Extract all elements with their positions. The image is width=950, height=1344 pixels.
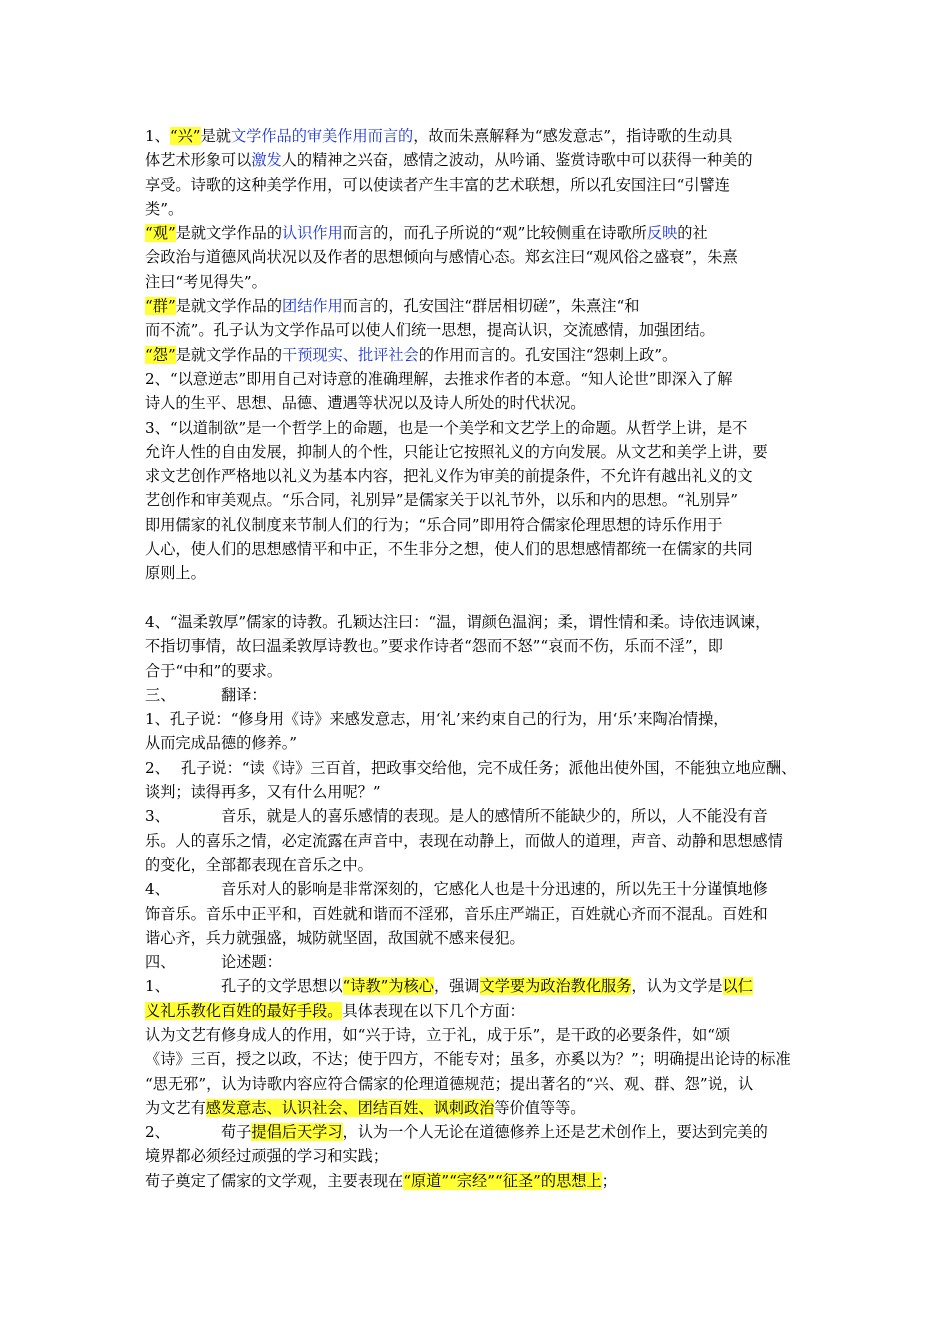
highlight: “观” [145,224,176,243]
blue-text: 干预现实、批评社会 [282,345,419,364]
text-line: 4、 音乐对人的影响是非常深刻的，它感化人也是十分迅速的，所以先王十分谨慎地修 [145,880,768,899]
text-line: 1、孔子说：“修身用《诗》来感发意志，用‘礼’来约束自己的行为，用‘乐’来陶冶情操， [145,710,729,729]
highlight: “原道”“宗经”“征圣”的思想上 [403,1171,602,1190]
text-line: 《诗》三百，授之以政，不达；使于四方，不能专对；虽多，亦奚以为？”；明确提出论诗的标准 [145,1050,791,1069]
highlight: 提倡后天学习 [251,1123,343,1142]
blue-text: 认识作用 [282,224,343,243]
blank-line [145,586,811,610]
text-line: 即用儒家的礼仪制度来节制人们的行为；“乐合同”即用符合儒家伦理思想的诗乐作用于 [145,515,723,534]
text-line: 3、 音乐，就是人的喜乐感情的表现。是人的感情所不能缺少的，所以，人不能没有音 [145,807,768,826]
highlight: 义礼乐教化百姓的最好手段。 [145,1001,343,1020]
text-line: 允许人性的自由发展，抑制人的个性，只能让它按照礼义的方向发展。从文艺和美学上讲，要 [145,442,768,461]
text-line: 4、“温柔敦厚”儒家的诗教。孔颖达注曰：“温，谓颜色温润；柔，谓性情和柔。诗依违讽谏， [145,612,771,631]
blue-text: 文学作品的审美作用而言的 [230,127,414,145]
highlight: 感发意志、认识社会、团结百姓、讽刺政治 [205,1098,495,1117]
text-line: 义礼乐教化百姓的最好手段。具体表现在以下几个方面： [145,1001,525,1020]
text-line: 求文艺创作严格地以礼义为基本内容，把礼义作为审美的前提条件，不允许有越出礼义的文 [145,467,753,486]
text-line: 1、 孔子的文学思想以“诗教”为核心，强调文学要为政治教化服务，认为文学是以仁 [145,977,753,996]
text-line: 2、“以意逆志”即用自己对诗意的准确理解，去推求作者的本意。“知人论世”即深入了解 [145,369,733,388]
text-line: 认为文艺有修身成人的作用，如“兴于诗，立于礼，成于乐”，是干政的必要条件，如“颂 [145,1025,731,1044]
text-line: 原则上。 [145,564,206,583]
text-line: “群”是就文学作品的团结作用而言的，孔安国注“群居相切磋”，朱熹注“和 [145,297,640,316]
highlight: “群” [145,297,176,316]
text-line: 注曰“考见得失”。 [145,272,267,291]
highlight: “兴” [169,127,201,145]
text-line: 人心，使人们的思想感情平和中正，不生非分之想，使人们的思想感情都统一在儒家的共同 [145,540,753,559]
text-line: 境界都必须经过顽强的学习和实践； [145,1147,388,1166]
section-heading: 四、 论述题： [145,953,282,972]
document-page [145,124,811,1193]
text-line: 会政治与道德风尚状况以及作者的思想倾向与感情心态。郑玄注曰“观风俗之盛衰”，朱熹 [145,248,738,267]
text-line: 诗人的生平、思想、品德、遭遇等状况以及诗人所处的时代状况。 [145,394,586,413]
text-line: 从而完成品德的修养。” [145,734,298,753]
highlight: 文学要为政治教化服务 [479,977,632,996]
blue-text: 激发 [251,151,282,170]
text-line: “观”是就文学作品的认识作用而言的，而孔子所说的“观”比较侧重在诗歌所反映的社 [145,224,708,243]
highlight: 以仁 [722,977,753,996]
text-line: 艺创作和审美观点。“乐合同，礼别异”是儒家关于以礼节外，以乐和内的思想。“礼别异” [145,491,738,510]
text-line: 谐心齐，兵力就强盛，城防就坚固，敌国就不感来侵犯。 [145,928,525,947]
text-line: 体艺术形象可以激发人的精神之兴奋，感情之波动，从吟诵、鉴赏诗歌中可以获得一种美的 [145,151,753,170]
text-line: 享受。诗歌的这种美学作用，可以使读者产生丰富的艺术联想，所以孔安国注曰“引譬连 [145,175,730,194]
text-line: 乐。人的喜乐之情，必定流露在声音中，表现在动静上，而做人的道理，声音、动静和思想感情 [145,831,783,850]
text-line: 3、“以道制欲”是一个哲学上的命题，也是一个美学和文艺学上的命题。从哲学上讲，是不 [145,418,748,437]
highlight: “怨” [145,345,176,364]
text-line: 合于“中和”的要求。 [145,661,283,680]
text-line: 荀子奠定了儒家的文学观，主要表现在“原道”“宗经”“征圣”的思想上； [145,1171,617,1190]
blue-text: 反映 [646,224,678,243]
text-line: 2、 荀子提倡后天学习，认为一个人无论在道德修养上还是艺术创作上，要达到完美的 [145,1123,768,1142]
text-line: 而不流”。孔子认为文学作品可以使人们统一思想，提高认识，交流感情，加强团结。 [145,321,715,340]
text-line: 2、 孔子说：“读《诗》三百首，把政事交给他，完不成任务；派他出使外国，不能独立地应酬、 [145,758,797,777]
text-line: 为文艺有感发意志、认识社会、团结百姓、讽刺政治等价值等等。 [145,1098,586,1117]
blue-text: 团结作用 [282,297,343,316]
section-heading: 三、 翻译： [145,685,267,704]
text-line: 饰音乐。音乐中正平和，百姓就和谐而不淫邪，音乐庄严端正，百姓就心齐而不混乱。百姓和 [145,904,768,923]
text-line: “怨”是就文学作品的干预现实、批评社会的作用而言的。孔安国注“怨刺上政”。 [145,345,678,364]
highlight: “诗教”为核心 [342,977,434,996]
text-line: 1、“兴”是就文学作品的审美作用而言的，故而朱熹解释为“感发意志”，指诗歌的生动具 [145,127,733,145]
text-line: 的变化，全部都表现在音乐之中。 [145,855,373,874]
text-line: 谈判；读得再多，又有什么用呢？” [145,783,381,802]
text-line: 不指切事情，故曰温柔敦厚诗教也。”要求作诗者“怨而不怒”“哀而不伤，乐而不淫”，即 [145,637,723,656]
text-line: 类”。 [145,199,184,218]
text-line: “思无邪”，认为诗歌内容应符合儒家的伦理道德规范；提出著名的“兴、观、群、怨”说，认 [145,1074,754,1093]
